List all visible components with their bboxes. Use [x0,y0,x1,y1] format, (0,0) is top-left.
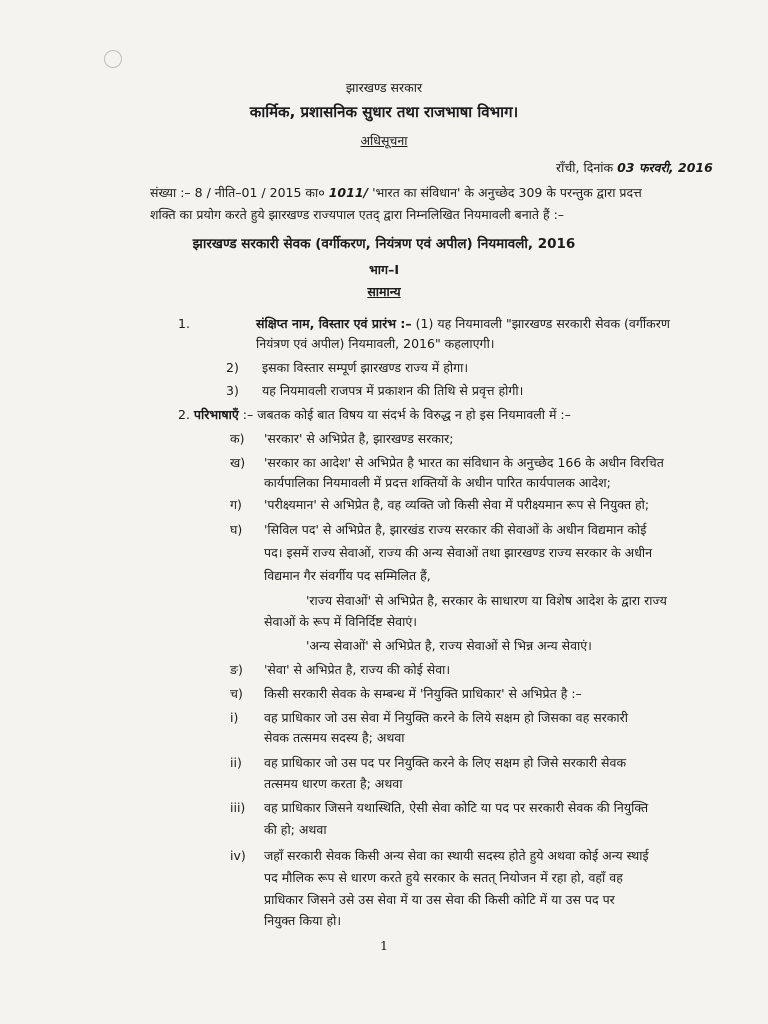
state-services-line-2: सेवाओं के रूप में विनिर्दिष्ट सेवाएं। [264,614,417,629]
sub-iv-line-3: प्राधिकार जिसने उसे उस सेवा में या उस सेवा की किसी कोटि में या उस पद पर [264,892,615,907]
sub-iv-line-2: पद मौलिक रूप से धारण करते हुये सरकार के सतत् नियोजन में रहा हो, वहाँ वह [264,870,623,885]
intro-line-2: शक्ति का प्रयोग करते हुये झारखण्ड राज्यपाल एतद् द्वारा निम्नलिखित नियमावली बनाते हैं :– [150,207,565,222]
clause-cha-number: च) [230,686,243,701]
state-services-line-1: 'राज्य सेवाओं' से अभिप्रेत है, सरकार के साधारण या विशेष आदेश के द्वारा राज्य [306,593,667,608]
sub-ii-number: ii) [230,755,242,770]
date-value: 03 फरवरी, 2016 [617,160,713,175]
date-prefix: राँची, दिनांक [556,160,614,175]
clause-ga-number: ग) [230,497,242,512]
intro-number: 1011/ [328,185,369,200]
section-1-sub-2-number: 2) [226,360,239,375]
other-services: 'अन्य सेवाओं' से अभिप्रेत है, राज्य सेवाओं से भिन्न अन्य सेवाएं। [306,638,592,653]
intro-ref: संख्या :– 8 / नीति–01 / 2015 का० [150,185,325,200]
intro-text: 'भारत का संविधान' के अनुच्छेद 309 के परन्तुक द्वारा प्रदत्त [372,185,642,200]
section-1-sub-3: यह नियमावली राजपत्र में प्रकाशन की तिथि से प्रवृत्त होगी। [262,383,524,398]
section-1-sub-3-number: 3) [226,383,239,398]
notification-heading: अधिसूचना [360,133,408,148]
clause-cha: किसी सरकारी सेवक के सम्बन्ध में 'नियुक्ति प्राधिकार' से अभिप्रेत है :– [264,686,582,701]
government-name: झारखण्ड सरकार [345,80,423,95]
page-number: 1 [380,938,388,953]
clause-ga: 'परीक्ष्यमान' से अभिप्रेत है, वह व्यक्ति जो किसी सेवा में परीक्ष्यमान रूप से नियुक्त हो; [264,497,650,512]
section-1-text: (1) यह नियमावली "झारखण्ड सरकारी सेवक (वर्गीकरण [415,316,670,331]
sub-iv-line-1: जहाँ सरकारी सेवक किसी अन्य सेवा का स्थायी सदस्य होते हुये अथवा कोई अन्य स्थाई [264,848,649,863]
clause-ka-number: क) [230,431,245,446]
clause-kha-number: ख) [230,455,246,470]
scan-artifact [104,50,122,68]
department-title: कार्मिक, प्रशासनिक सुधार तथा राजभाषा विभाग। [249,103,519,121]
section-2-intro: :– जबतक कोई बात विषय या संदर्भ के विरुद्ध न हो इस नियमावली में :– [242,407,571,422]
sub-iii-number: iii) [230,800,246,815]
section-1-line-1 [256,316,670,332]
part-label: भाग–I [369,262,399,277]
clause-gha-line-2: पद। इसमें राज्य सेवाओं, राज्य की अन्य सेवाओं तथा झारखण्ड राज्य सरकार के अधीन [264,545,653,560]
section-2-line [178,407,571,423]
section-1-title: संक्षिप्त नाम, विस्तार एवं प्रारंभ :– [256,316,412,331]
part-heading: सामान्य [367,284,401,299]
clause-ka: 'सरकार' से अभिप्रेत है, झारखण्ड सरकार; [264,431,454,446]
section-1-line-2: नियंत्रण एवं अपील) नियमावली, 2016" कहलाएगी। [256,336,495,351]
sub-i-line-1: वह प्राधिकार जो उस सेवा में नियुक्ति करने के लिये सक्षम हो जिसका वह सरकारी [264,710,628,725]
clause-nga: 'सेवा' से अभिप्रेत है, राज्य की कोई सेवा। [264,662,451,677]
sub-iii-line-2: की हो; अथवा [264,822,327,837]
section-2-title: परिभाषाएँ [193,407,239,422]
rules-title: झारखण्ड सरकारी सेवक (वर्गीकरण, नियंत्रण एवं अपील) नियमावली, 2016 [192,236,576,252]
clause-nga-number: ङ) [230,662,243,677]
clause-kha-line-1: 'सरकार का आदेश' से अभिप्रेत है भारत का संविधान के अनुच्छेद 166 के अधीन विरचित [264,455,664,470]
sub-ii-line-1: वह प्राधिकार जो उस पद पर नियुक्ति करने के लिए सक्षम हो जिसे सरकारी सेवक [264,755,627,770]
section-2-number: 2. [178,407,190,422]
sub-iv-number: iv) [230,848,246,863]
section-1-sub-2: इसका विस्तार सम्पूर्ण झारखण्ड राज्य में होगा। [262,360,469,375]
sub-iii-line-1: वह प्राधिकार जिसने यथास्थिति, ऐसी सेवा कोटि या पद पर सरकारी सेवक की नियुक्ति [264,800,649,815]
clause-gha-number: घ) [230,522,243,537]
clause-kha-line-2: कार्यपालिका नियमावली में प्रदत्त शक्तियों के अधीन पारित कार्यपालक आदेश; [264,475,611,490]
clause-gha-line-3: विद्यमान गैर संवर्गीय पद सम्मिलित हैं, [264,568,431,583]
sub-iv-line-4: नियुक्त किया हो। [264,913,342,928]
sub-i-line-2: सेवक तत्समय सदस्य है; अथवा [264,730,405,745]
sub-ii-line-2: तत्समय धारण करता है; अथवा [264,776,403,791]
section-1-number: 1. [178,316,190,331]
date-line [556,160,713,176]
sub-i-number: i) [230,710,239,725]
clause-gha-line-1: 'सिविल पद' से अभिप्रेत है, झारखंड राज्य सरकार की सेवाओं के अधीन विद्यमान कोई [264,522,647,537]
intro-line-1 [150,185,730,201]
